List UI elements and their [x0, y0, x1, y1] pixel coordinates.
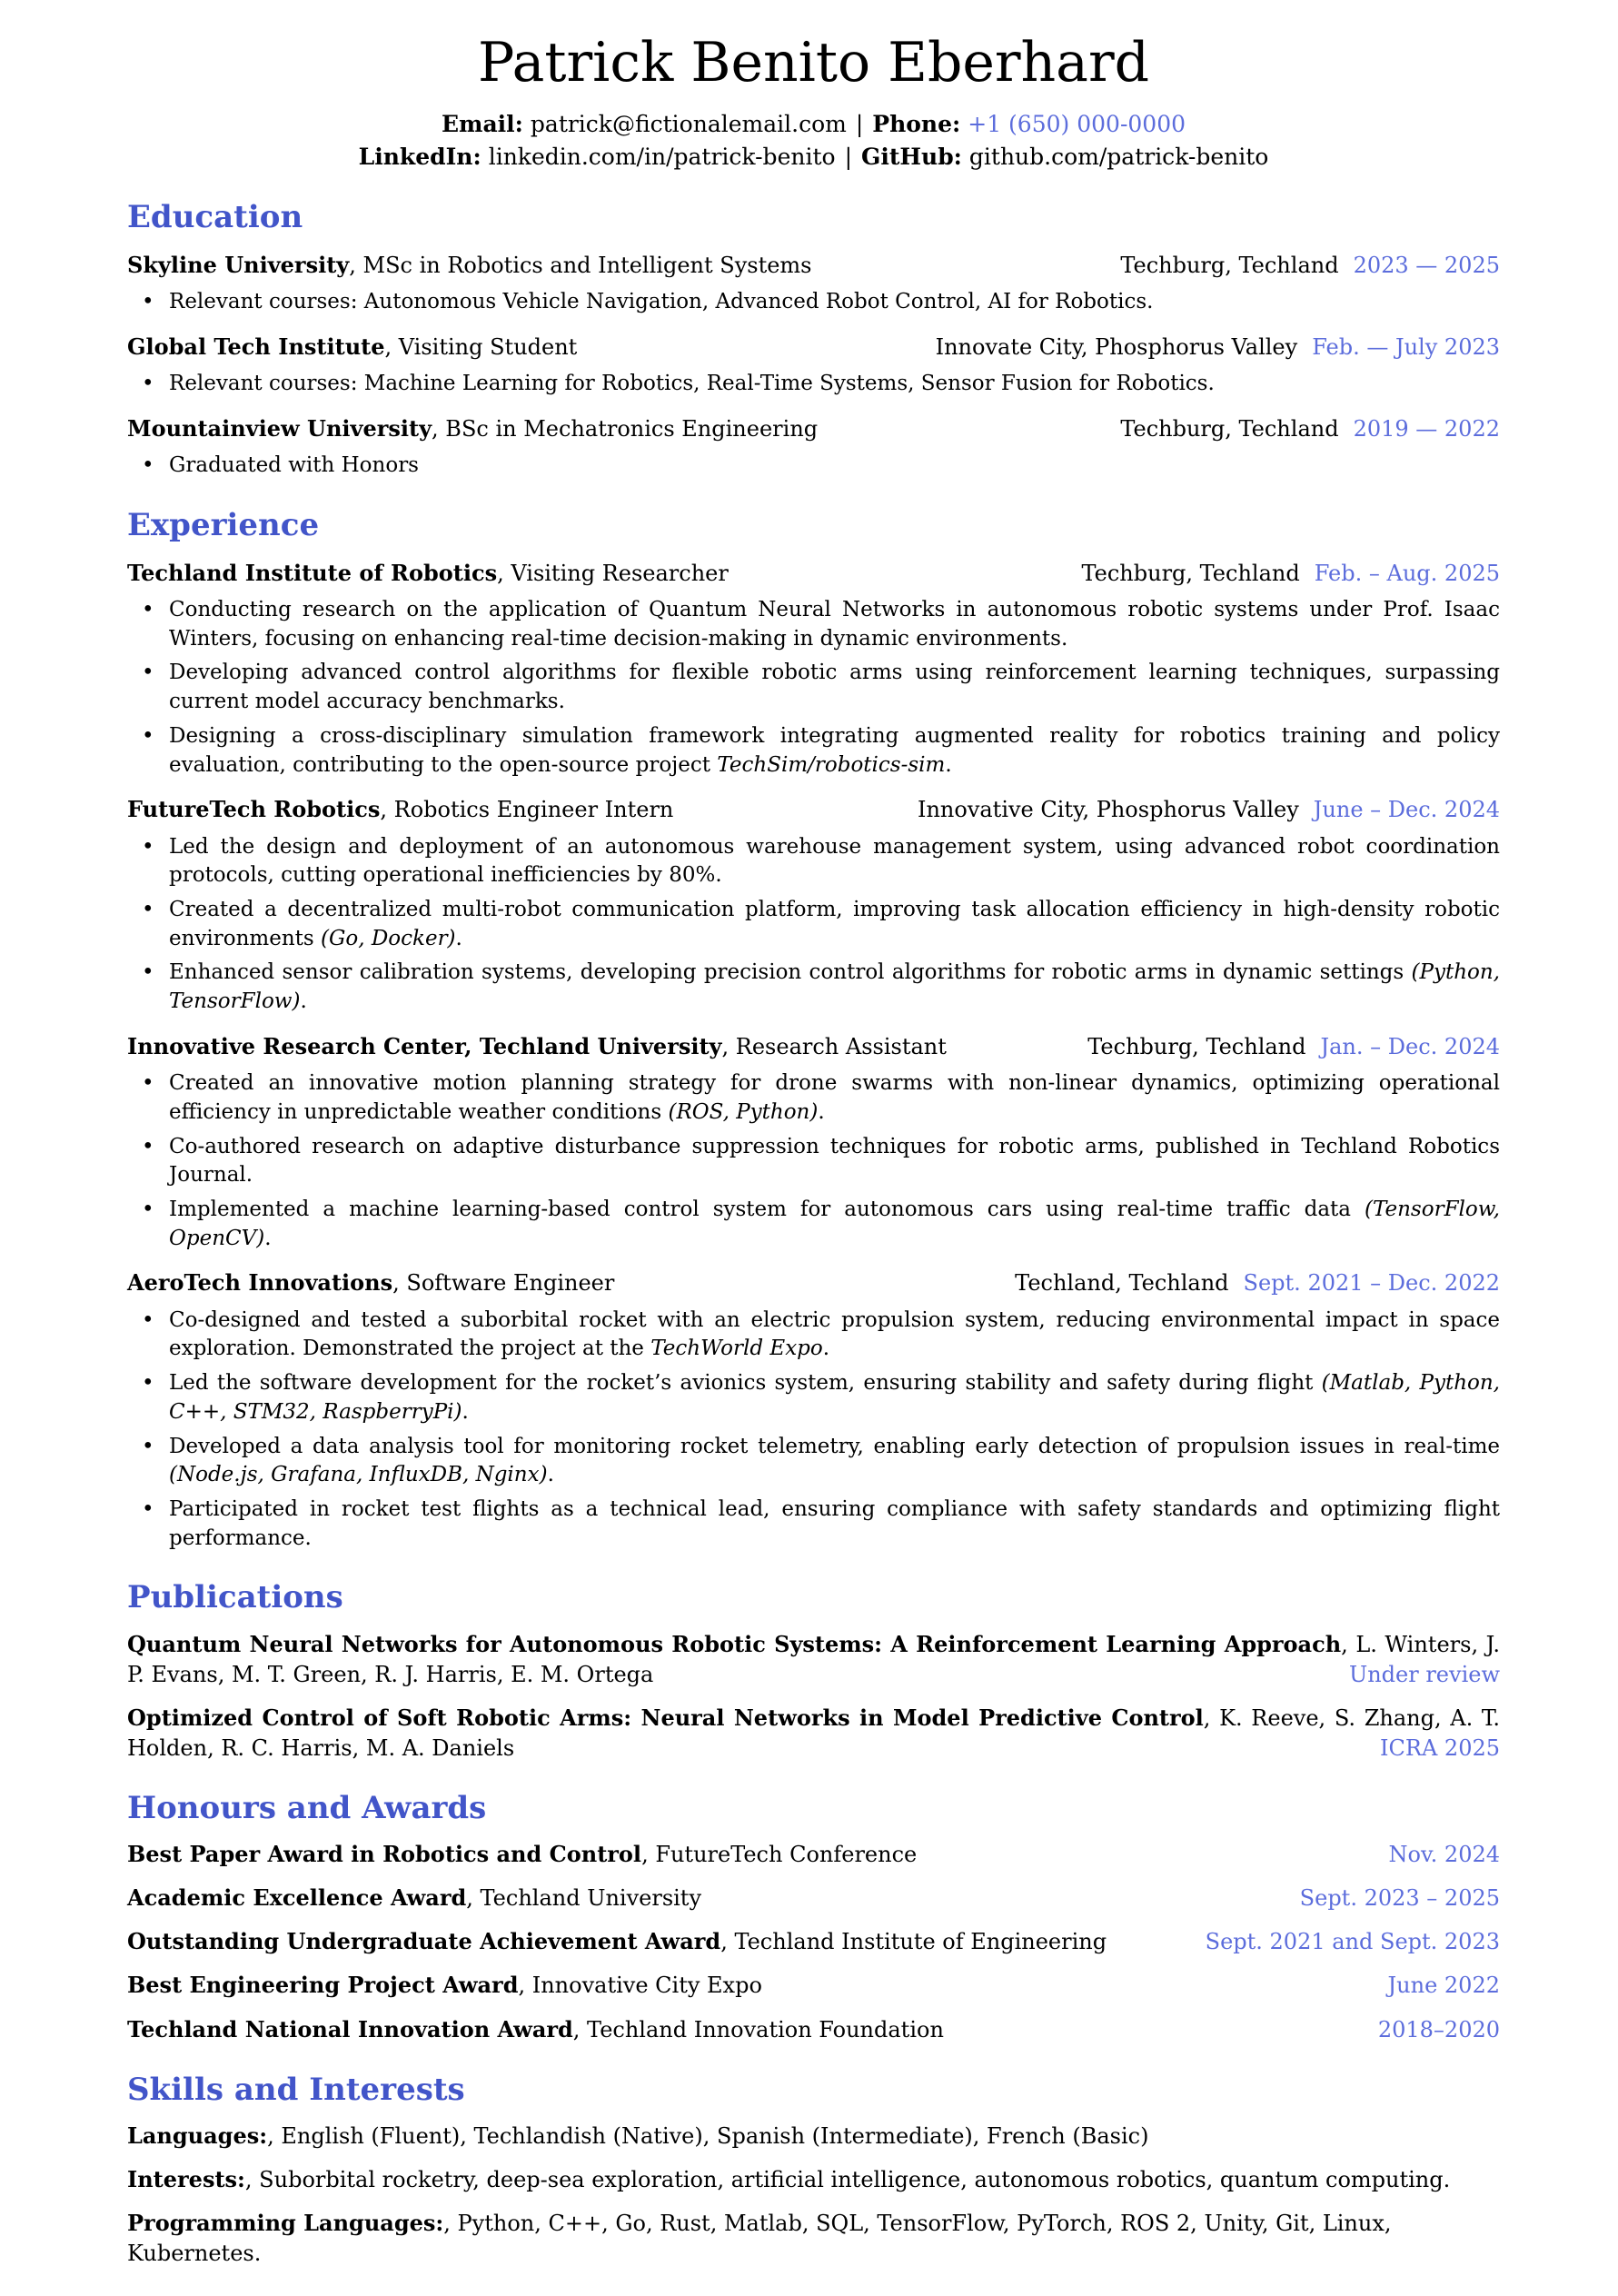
award-title: [127, 1839, 1371, 1870]
skill-text: , Suborbital rocketry, deep-sea exploration, artificial intelligence, autonomous robotics, quantum computing.: [244, 2166, 1451, 2192]
bullet-text: Created a decentralized multi-robot communication platform, improving task allocation efficiency in high-density robotic environments: [169, 898, 1500, 950]
bullet-list: [127, 833, 1500, 1017]
bullet-item: [127, 1307, 1500, 1364]
bullet-text: Led the design and deployment of an autonomous warehouse management system, using advanced robot coordination protocols, cutting operational inefficiencies by 80%.: [169, 834, 1500, 888]
bullet-text: Relevant courses: Machine Learning for Robotics, Real-Time Systems, Sensor Fusion for Robotics.: [169, 372, 1215, 396]
bullet-text-italic: (TensorFlow, OpenCV): [169, 1197, 1500, 1250]
skill-row: [127, 2208, 1500, 2269]
bullet-text-italic: (Matlab, Python, C++, STM32, RaspberryPi): [169, 1371, 1500, 1424]
entry-meta: [1120, 414, 1500, 444]
bullet-item: [127, 722, 1500, 780]
phone-value: +1 (650) 000-0000: [968, 111, 1186, 138]
bullet-text: Led the software development for the rocket’s avionics system, ensuring stability and safety during flight: [169, 1371, 1322, 1396]
award-title: [127, 2014, 1360, 2045]
bullet-item: [127, 596, 1500, 653]
bullet-list: [127, 1069, 1500, 1253]
experience-entry: [127, 1031, 1500, 1254]
award-row: [127, 1883, 1500, 1913]
location: Innovative City, Phosphorus Valley: [917, 797, 1299, 823]
bullet-item: [127, 959, 1500, 1016]
email-value: patrick@fictionalemail.com: [530, 111, 847, 138]
contact-line-2: [127, 141, 1500, 174]
contact-line-1: [127, 108, 1500, 141]
entry-header: [127, 413, 1500, 444]
linkedin-value: linkedin.com/in/patrick-benito: [488, 143, 836, 170]
entry-title: [127, 1267, 997, 1298]
publication-title: Quantum Neural Networks for Autonomous Robotic Systems: A Reinforcement Learning Approach: [127, 1630, 1342, 1657]
award-date: 2018–2020: [1377, 2016, 1500, 2043]
award-date: Sept. 2023 – 2025: [1299, 1885, 1500, 1912]
publication-status: ICRA 2025: [1380, 1734, 1500, 1761]
award-org: , Techland Institute of Engineering: [720, 1929, 1107, 1955]
bullet-text: Developing advanced control algorithms for flexible robotic arms using reinforcement learning techniques, surpassing current model accuracy benchmarks.: [169, 661, 1500, 714]
bullet-item: [127, 370, 1500, 399]
bullet-item: [127, 288, 1500, 317]
role: , Research Assistant: [721, 1033, 947, 1059]
bullet-item: [127, 1369, 1500, 1426]
dates: Jan. – Dec. 2024: [1320, 1033, 1500, 1059]
publication-title: Optimized Control of Soft Robotic Arms: Neural Networks in Model Predictive Control: [127, 1704, 1204, 1731]
github-value: github.com/patrick-benito: [968, 143, 1269, 170]
bullet-text: Conducting research on the application of Quantum Neural Networks in autonomous robotic systems under Prof. Isaac Winters, focusing on enhancing real-time decision-making in dynamic environments.: [169, 598, 1500, 651]
award-name: Best Engineering Project Award: [127, 1972, 519, 1999]
dates: 2019 — 2022: [1353, 415, 1500, 442]
entry-title: [127, 413, 1102, 444]
bullet-text: Co-designed and tested a suborbital rocket with an electric propulsion system, reducing environmental impact in space exploration. Demonstrated the project at the: [169, 1307, 1500, 1361]
bullet-text-italic: TechSim/robotics-sim: [717, 752, 946, 777]
bullet-text: Enhanced sensor calibration systems, developing precision control algorithms for robotic arms in dynamic settings: [169, 960, 1412, 985]
contact-separator: |: [855, 111, 864, 138]
skill-row: [127, 2121, 1500, 2152]
location: Techburg, Techland: [1087, 1033, 1306, 1059]
award-org: , Techland University: [466, 1885, 702, 1912]
role: , Visiting Researcher: [497, 560, 729, 586]
skill-label: Languages:: [127, 2122, 268, 2149]
bullet-item: [127, 452, 1500, 481]
bullet-text: .: [300, 989, 307, 1014]
bullet-text: Designing a cross-disciplinary simulation framework integrating augmented reality for robotics training and policy evaluation, contributing to the open-source project: [169, 723, 1500, 777]
org-name: Global Tech Institute: [127, 333, 385, 361]
bullet-text: .: [462, 1399, 469, 1424]
section-title-publications: Publications: [127, 1579, 343, 1616]
org-name: Innovative Research Center, Techland University: [127, 1032, 722, 1059]
experience-entry: [127, 1267, 1500, 1553]
skill-row: [127, 2164, 1500, 2195]
publication-status: Under review: [1348, 1661, 1500, 1687]
education-entry: [127, 413, 1500, 481]
bullet-item: [127, 1196, 1500, 1253]
award-title: [127, 1926, 1187, 1957]
entry-header: [127, 1267, 1500, 1298]
bullet-item: [127, 1069, 1500, 1127]
location: Techburg, Techland: [1120, 415, 1339, 442]
person-name: Patrick Benito Eberhard: [477, 31, 1150, 94]
bullet-list: [127, 452, 1500, 481]
experience-entry: [127, 558, 1500, 780]
publication-entry: [127, 1629, 1500, 1690]
award-title: [127, 1883, 1282, 1913]
org-name: AeroTech Innovations: [127, 1269, 393, 1297]
section-title-experience: Experience: [127, 506, 320, 543]
award-title: [127, 1970, 1370, 2001]
experience-entry: [127, 794, 1500, 1017]
skill-label: Interests:: [127, 2165, 245, 2192]
dates: 2023 — 2025: [1353, 253, 1500, 279]
entry-meta: [1082, 559, 1501, 589]
dates: Feb. – Aug. 2025: [1314, 560, 1500, 586]
award-row: [127, 1839, 1500, 1870]
bullet-text: Co-authored research on adaptive disturbance suppression techniques for robotic arms, published in Techland Robotics Journal.: [169, 1134, 1500, 1188]
role: , Robotics Engineer Intern: [380, 797, 674, 823]
bullet-item: [127, 1496, 1500, 1553]
publication-entry: [127, 1703, 1500, 1764]
section-title-awards: Honours and Awards: [127, 1789, 487, 1826]
entry-meta: [1087, 1032, 1500, 1062]
publication-authors: , K. Reeve, S. Zhang, A. T. Holden, R. C. Harris, M. A. Daniels: [127, 1705, 1500, 1761]
org-name: Skyline University: [127, 252, 350, 279]
bullet-item: [127, 659, 1500, 716]
award-org: , FutureTech Conference: [641, 1842, 918, 1868]
bullet-text: Created an innovative motion planning strategy for drone swarms with non-linear dynamics, optimizing operational efficiency in unpredictable weather conditions: [169, 1071, 1500, 1124]
phone-label: Phone:: [872, 111, 961, 138]
award-org: , Techland Innovation Foundation: [572, 2016, 944, 2043]
bullet-item: [127, 1433, 1500, 1490]
bullet-text-italic: TechWorld Expo: [650, 1337, 823, 1361]
org-name: Techland Institute of Robotics: [127, 559, 498, 586]
entry-meta: [936, 333, 1500, 363]
linkedin-label: LinkedIn:: [358, 143, 481, 170]
award-date: Sept. 2021 and Sept. 2023: [1205, 1929, 1500, 1955]
section-title-skills: Skills and Interests: [127, 2071, 465, 2108]
entry-title: [127, 332, 918, 363]
section-title-education: Education: [127, 199, 303, 236]
bullet-list: [127, 596, 1500, 780]
bullet-item: [127, 833, 1500, 890]
entry-title: [127, 558, 1064, 589]
location: Techburg, Techland: [1120, 253, 1339, 279]
entry-header: [127, 558, 1500, 589]
bullet-item: [127, 896, 1500, 953]
award-org: , Innovative City Expo: [518, 1973, 762, 1999]
entry-header: [127, 250, 1500, 281]
skill-label: Programming Languages:: [127, 2209, 444, 2236]
education-entry: [127, 332, 1500, 399]
dates: Sept. 2021 – Dec. 2022: [1243, 1270, 1500, 1297]
award-row: [127, 1970, 1500, 2001]
role: , Software Engineer: [392, 1270, 615, 1297]
email-label: Email:: [441, 111, 523, 138]
skill-text: , Python, C++, Go, Rust, Matlab, SQL, TensorFlow, PyTorch, ROS 2, Unity, Git, Linux, Kubernetes.: [127, 2210, 1392, 2267]
bullet-list: [127, 288, 1500, 317]
bullet-text: .: [818, 1099, 825, 1124]
entry-meta: [918, 795, 1500, 825]
bullet-text: .: [822, 1337, 830, 1361]
publication-authors: , L. Winters, J. P. Evans, M. T. Green, R. J. Harris, E. M. Ortega: [127, 1631, 1501, 1687]
entry-title: [127, 1031, 1069, 1062]
education-entry: [127, 250, 1500, 317]
dates: Feb. — July 2023: [1312, 334, 1500, 361]
org-name: Mountainview University: [127, 414, 432, 442]
award-date: Nov. 2024: [1388, 1842, 1500, 1868]
skill-text: , English (Fluent), Techlandish (Native), Spanish (Intermediate), French (Basic): [267, 2122, 1149, 2149]
location: Techburg, Techland: [1081, 560, 1300, 586]
role: , Visiting Student: [384, 334, 578, 361]
entry-meta: [1015, 1268, 1500, 1298]
bullet-text-italic: (Go, Docker): [321, 926, 456, 950]
bullet-text-italic: (Python, TensorFlow): [169, 960, 1500, 1014]
bullet-text-italic: (Node.js, Grafana, InfluxDB, Nginx): [169, 1463, 548, 1487]
bullet-text-italic: (ROS, Python): [668, 1099, 819, 1124]
bullet-text: .: [455, 926, 462, 950]
entry-title: [127, 794, 899, 825]
location: Techland, Techland: [1015, 1270, 1229, 1297]
award-row: [127, 1926, 1500, 1957]
bullet-text: Relevant courses: Autonomous Vehicle Navigation, Advanced Robot Control, AI for Robotics.: [169, 290, 1154, 314]
entry-header: [127, 332, 1500, 363]
entry-header: [127, 1031, 1500, 1062]
location: Innovate City, Phosphorus Valley: [935, 334, 1298, 361]
role: , MSc in Robotics and Intelligent Systems: [349, 253, 812, 279]
dates: June – Dec. 2024: [1313, 797, 1500, 823]
award-name: Outstanding Undergraduate Achievement Award: [127, 1928, 721, 1955]
bullet-text: .: [547, 1463, 554, 1487]
entry-header: [127, 794, 1500, 825]
bullet-text: Graduated with Honors: [169, 453, 419, 478]
award-row: [127, 2014, 1500, 2045]
bullet-item: [127, 1133, 1500, 1190]
entry-title: [127, 250, 1102, 281]
award-date: June 2022: [1387, 1973, 1500, 1999]
github-label: GitHub:: [861, 143, 962, 170]
bullet-text: Participated in rocket test flights as a technical lead, ensuring compliance with safety standards and optimizing flight performance.: [169, 1496, 1500, 1550]
bullet-text: Developed a data analysis tool for monitoring rocket telemetry, enabling early detection of propulsion issues in real-time: [169, 1434, 1500, 1458]
bullet-text: .: [264, 1226, 272, 1250]
award-name: Academic Excellence Award: [127, 1884, 467, 1912]
bullet-text: .: [945, 752, 952, 777]
bullet-list: [127, 370, 1500, 399]
org-name: FutureTech Robotics: [127, 796, 381, 823]
entry-meta: [1120, 251, 1500, 281]
bullet-text: Implemented a machine learning-based control system for autonomous cars using real-time traffic data: [169, 1197, 1365, 1221]
bullet-list: [127, 1307, 1500, 1554]
contact-separator: |: [844, 143, 852, 170]
award-name: Best Paper Award in Robotics and Control: [127, 1841, 642, 1868]
role: , BSc in Mechatronics Engineering: [432, 415, 819, 442]
award-name: Techland National Innovation Award: [127, 2015, 573, 2043]
